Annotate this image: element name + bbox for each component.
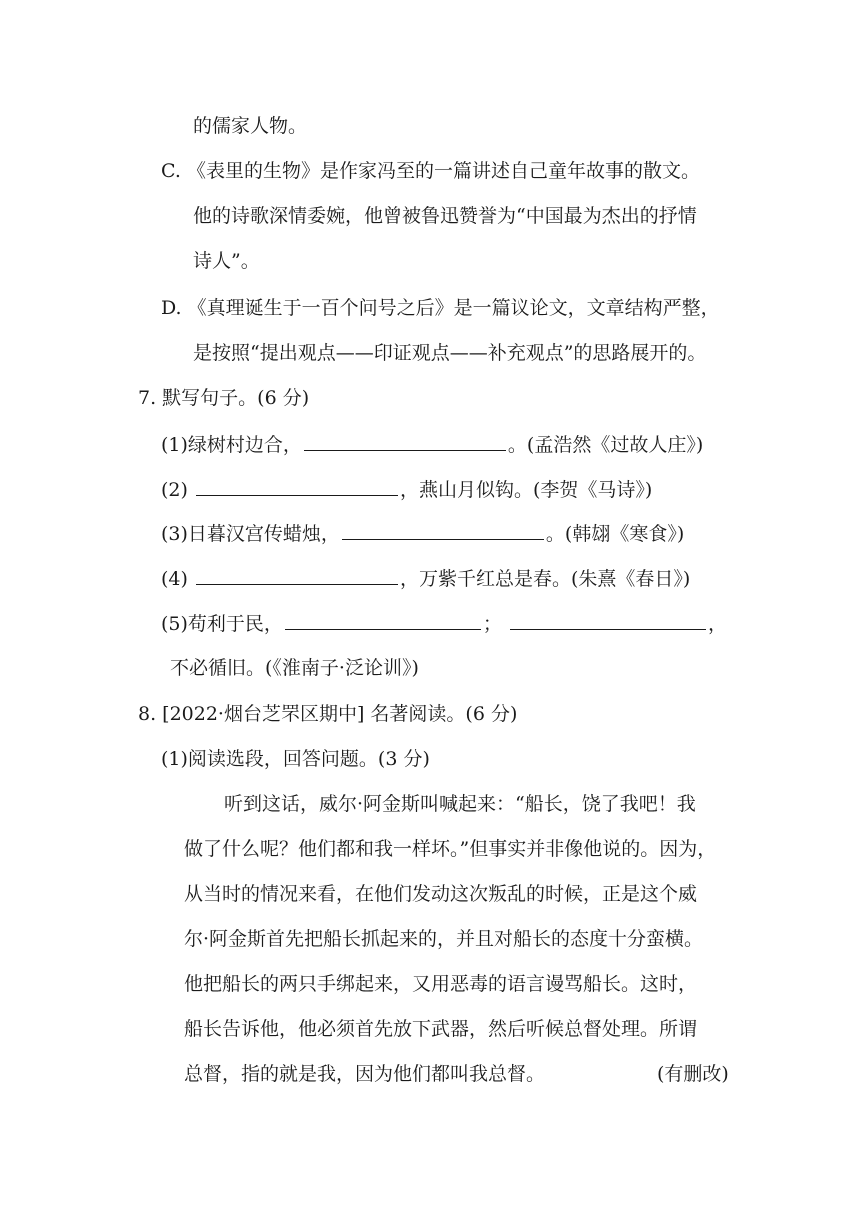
item-5-mid: ； [482,613,502,635]
passage-line: 听到这话，威尔·阿金斯叫喊起来：“船长，饶了我吧！我 [224,793,696,815]
option-d-line-1: D. 《真理诞生于一百个问号之后》是一篇议论文，文章结构严整， [161,297,720,319]
question-8-sub-1: (1)阅读选段，回答问题。(3 分) [161,748,430,770]
item-1-prefix: (1)绿树村边合， [161,434,302,456]
question-8-stem: 8. [2022·烟台芝罘区期中] 名著阅读。(6 分) [138,703,518,725]
item-2-prefix: (2) [161,479,194,501]
item-3-suffix: 。(韩翃《寒食》) [545,523,685,545]
question-7-item-3 [161,520,684,547]
passage-line: 从当时的情况来看，在他们发动这次叛乱的时候，正是这个威 [184,883,698,905]
item-1-suffix: 。(孟浩然《过故人庄》) [507,434,704,456]
passage-line: 尔·阿金斯首先把船长抓起来的，并且对船长的态度十分蛮横。 [184,928,704,950]
item-2-suffix: ，燕山月似钩。(李贺《马诗》) [399,479,653,501]
item-3-prefix: (3)日暮汉宫传蜡烛， [161,523,340,545]
answer-blank-5a[interactable] [285,610,481,630]
answer-blank-5b[interactable] [510,610,706,630]
answer-blank-2[interactable] [196,476,398,496]
question-7-item-4 [161,565,690,592]
answer-blank-1[interactable] [304,431,506,451]
question-7-item-1 [161,431,703,458]
question-7-item-5-line-2: 不必循旧。(《淮南子·泛论训》) [170,657,419,679]
passage-line: 做了什么呢？他们都和我一样坏。”但事实并非像他说的。因为， [184,838,717,860]
item-4-suffix: ，万紫千红总是春。(朱熹《春日》) [399,568,691,590]
passage-note: (有删改) [657,1063,729,1085]
passage-line: 船长告诉他，他必须首先放下武器，然后听候总督处理。所谓 [184,1018,698,1040]
option-c-line-3: 诗人”。 [193,250,260,272]
answer-blank-4[interactable] [196,565,398,585]
option-b-line-3: 的儒家人物。 [193,115,308,137]
question-7-stem: 7. 默写句子。(6 分) [138,387,310,409]
answer-blank-3[interactable] [342,520,544,540]
option-c-line-2: 他的诗歌深情委婉，他曾被鲁迅赞誉为“中国最为杰出的抒情 [193,205,697,227]
question-7-item-5 [161,610,727,637]
passage-line: 总督，指的就是我，因为他们都叫我总督。 [184,1063,546,1085]
item-5-suffix: ， [707,613,727,635]
item-5-prefix: (5)苟利于民， [161,613,283,635]
option-c-line-1: C. 《表里的生物》是作家冯至的一篇讲述自己童年故事的散文。 [161,160,700,182]
question-7-item-2 [161,476,652,503]
item-4-prefix: (4) [161,568,194,590]
passage-line: 他把船长的两只手绑起来，又用恶毒的语言谩骂船长。这时， [184,973,698,995]
option-d-line-2: 是按照“提出观点——印证观点——补充观点”的思路展开的。 [193,342,707,364]
